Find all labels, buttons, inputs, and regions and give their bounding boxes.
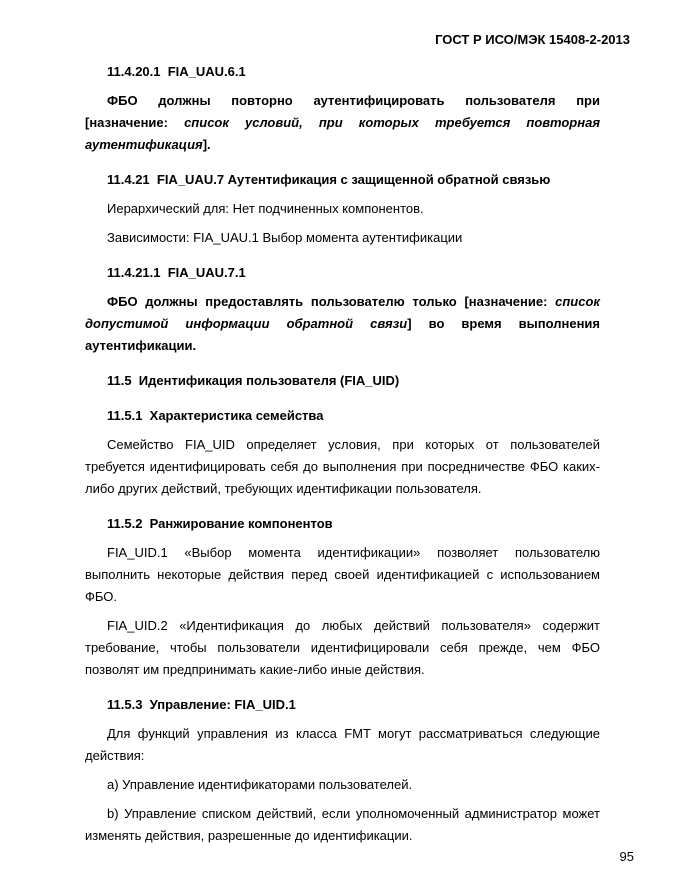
text-run: ]. <box>202 137 211 152</box>
text-run: a) Управление идентификаторами пользователей. <box>107 777 413 792</box>
text-run: Иерархический для: Нет подчиненных компонентов. <box>107 201 424 216</box>
section-heading <box>85 513 600 535</box>
text-run: FIA_UID.2 «Идентификация до любых действий пользователя» содержит требование, чтобы пользователи идентифицировали себя прежде, чем ФБО позволят им предпринимать какие-либо иные действия. <box>85 618 600 677</box>
section-heading <box>85 405 600 427</box>
section-heading <box>85 61 600 83</box>
paragraph <box>85 227 600 249</box>
text-run: Зависимости: FIA_UAU.1 Выбор момента аутентификации <box>107 230 463 245</box>
section-heading <box>85 262 600 284</box>
page-number: 95 <box>619 849 634 864</box>
text-run: 11.5 Идентификация пользователя (FIA_UID) <box>107 373 400 388</box>
text-run: FIA_UID.1 «Выбор момента идентификации» позволяет пользователю выполнить некоторые действия перед своей идентификацией с использованием ФБО. <box>85 545 600 604</box>
document-content <box>85 61 600 847</box>
paragraph <box>85 198 600 220</box>
text-run: ФБО должны повторно аутентифицировать пользователя при [назначение: <box>85 93 600 130</box>
section-heading <box>85 169 600 191</box>
text-run: Для функций управления из класса FMT могут рассматриваться следующие действия: <box>85 726 600 763</box>
text-run: список условий, при которых требуется повторная аутентификация <box>85 115 600 152</box>
section-heading <box>85 370 600 392</box>
paragraph <box>85 542 600 608</box>
section-heading <box>85 694 600 716</box>
paragraph <box>85 723 600 767</box>
text-run: 11.5.1 Характеристика семейства <box>107 408 324 423</box>
paragraph <box>85 291 600 357</box>
text-run: 11.4.21.1 FIA_UAU.7.1 <box>107 265 246 280</box>
text-run: 11.5.2 Ранжирование компонентов <box>107 516 333 531</box>
text-run: ФБО должны предоставлять пользователю только [назначение: <box>107 294 556 309</box>
document-header-title: ГОСТ Р ИСО/МЭК 15408-2-2013 <box>435 32 630 47</box>
paragraph <box>85 434 600 500</box>
text-run: 11.4.20.1 FIA_UAU.6.1 <box>107 64 246 79</box>
paragraph <box>85 90 600 156</box>
text-run: список допустимой информации обратной связи <box>85 294 600 331</box>
text-run: 11.4.21 FIA_UAU.7 Аутентификация с защищенной обратной связью <box>107 172 551 187</box>
text-run: b) Управление списком действий, если уполномоченный администратор может изменять действия, разрешенные до идентификации. <box>85 806 600 843</box>
paragraph <box>85 615 600 681</box>
text-run: 11.5.3 Управление: FIA_UID.1 <box>107 697 296 712</box>
paragraph <box>85 803 600 847</box>
text-run: Семейство FIA_UID определяет условия, при которых от пользователей требуется идентифицировать себя до выполнения при посредничестве ФБО каких-либо других действий, требующих идентификации пользователя. <box>85 437 600 496</box>
paragraph <box>85 774 600 796</box>
text-run: ] во время выполнения аутентификации. <box>85 316 601 353</box>
